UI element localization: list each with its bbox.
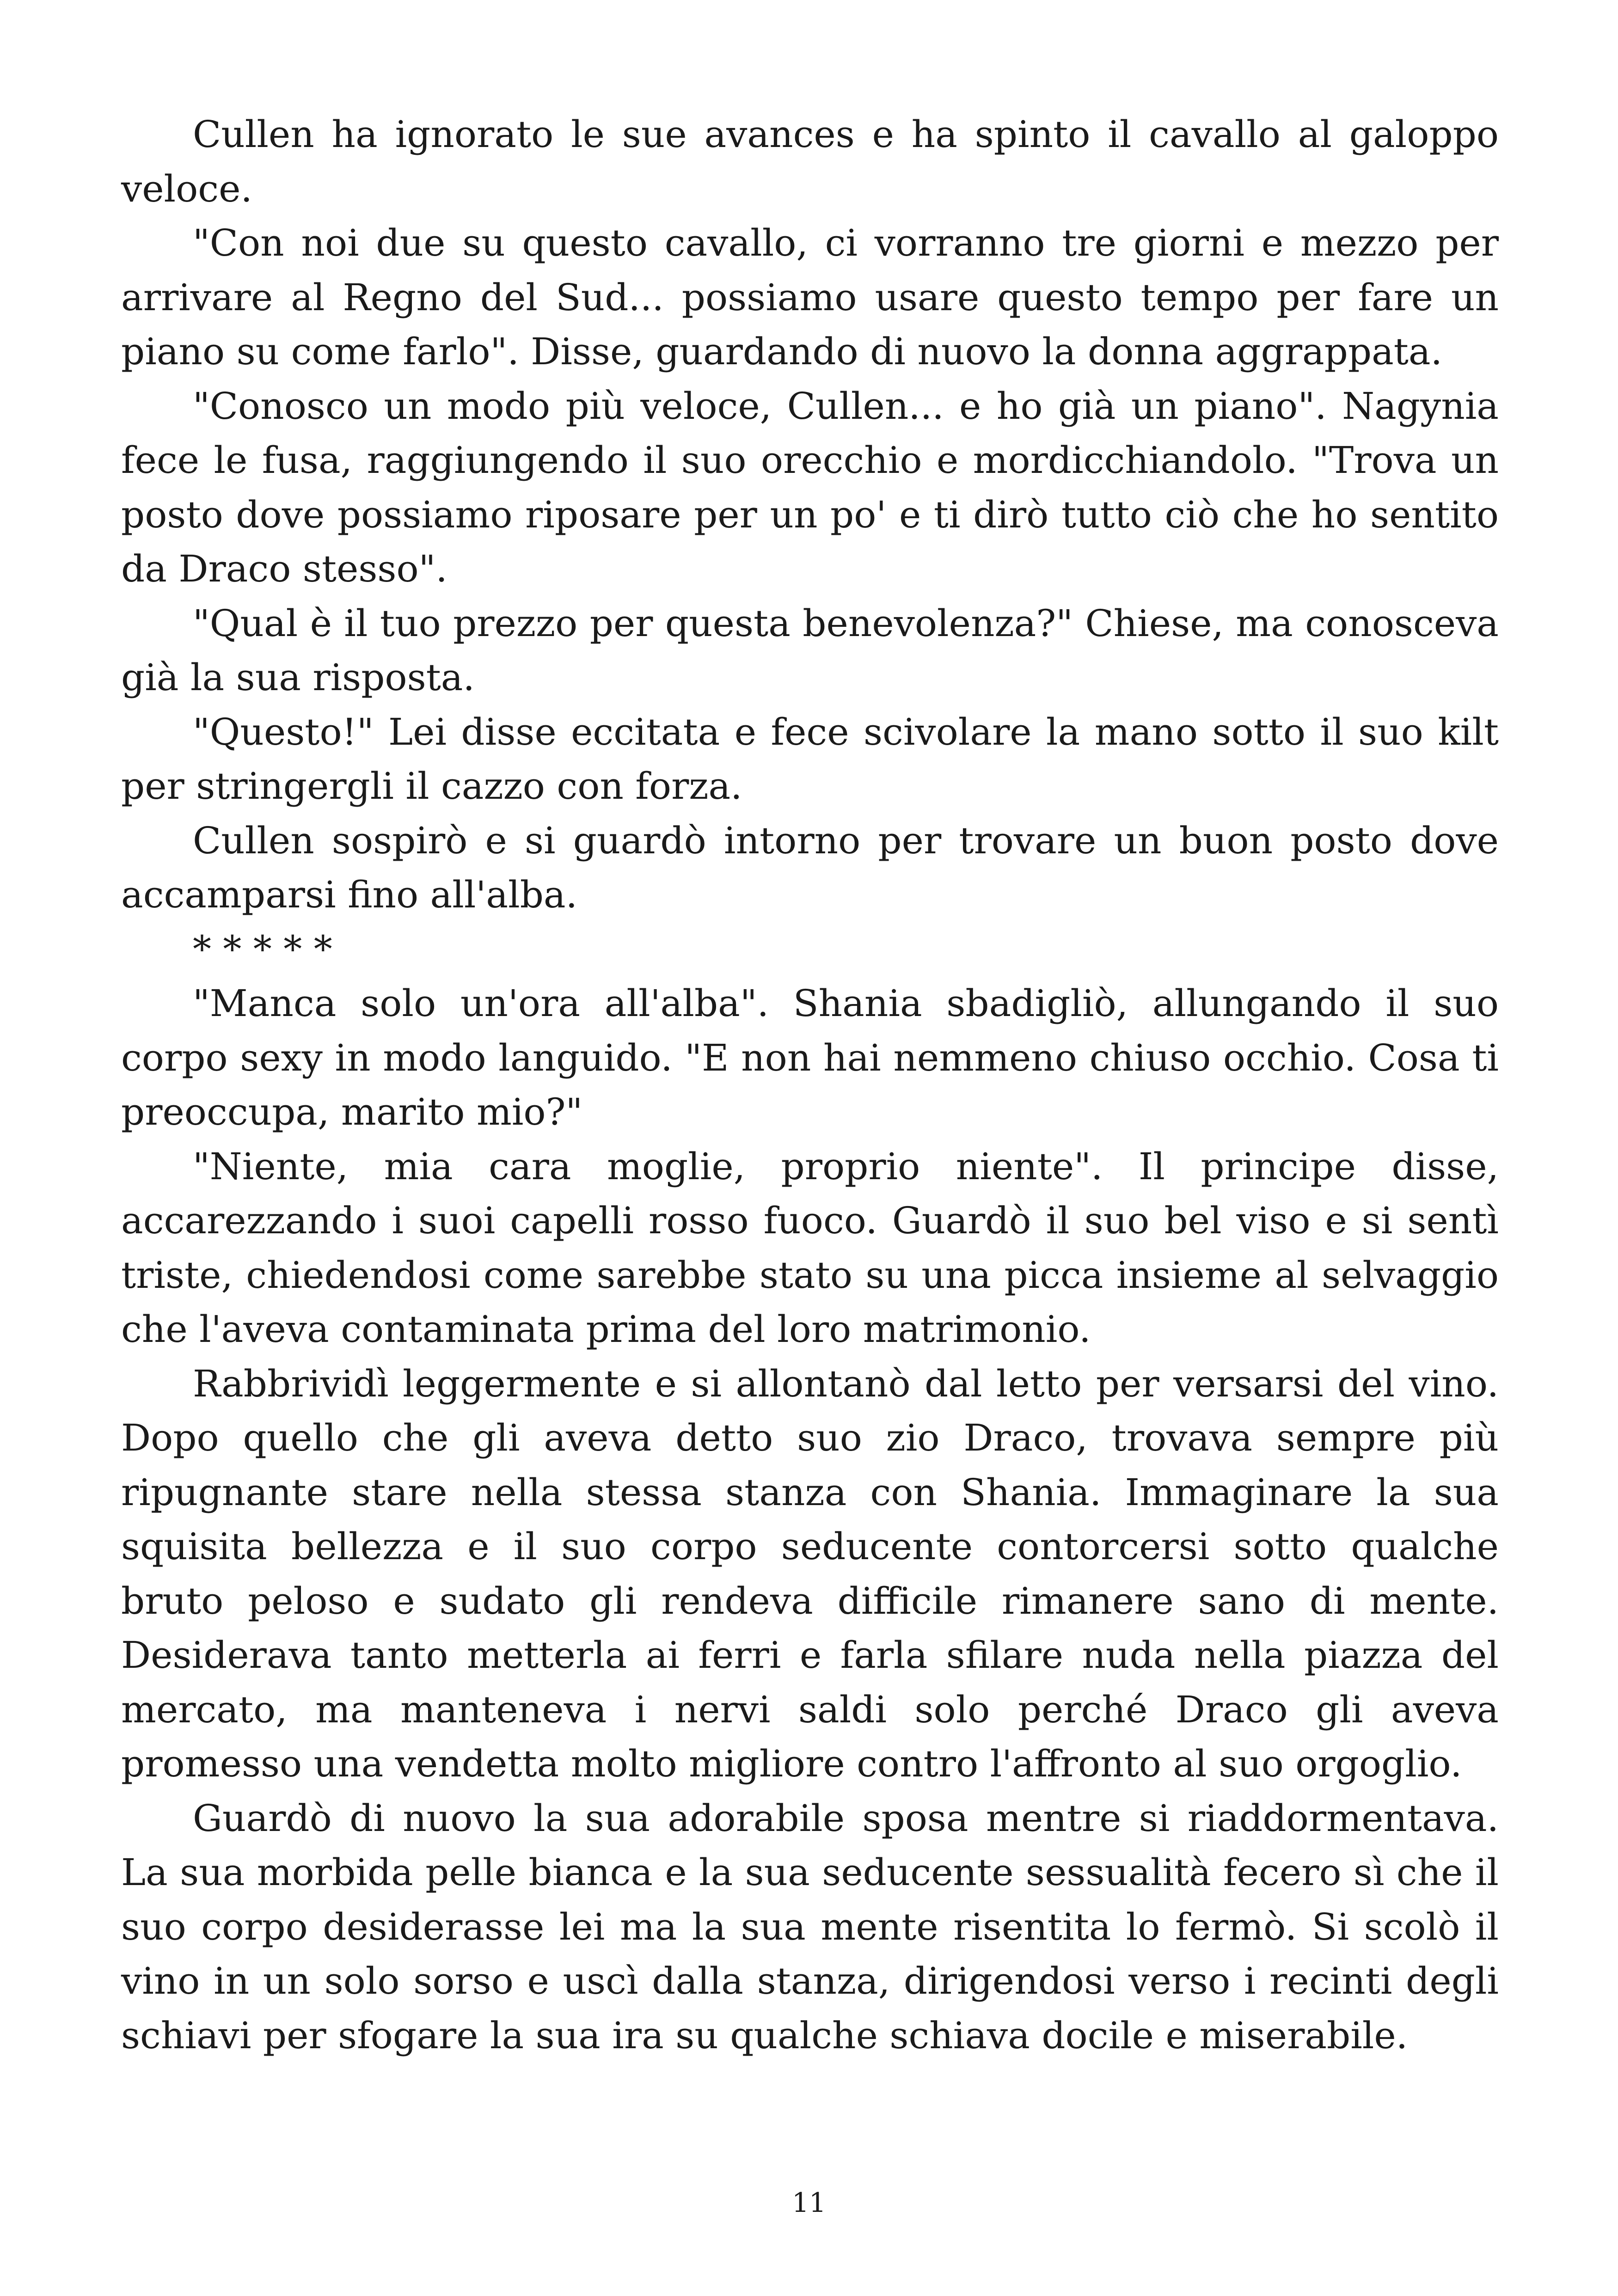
paragraph: "Niente, mia cara moglie, proprio niente". Il principe disse, accarezzando i suoi capelli rosso fuoco. Guardò il suo bel viso e si sentì triste, chiedendosi come sarebbe stato su una picca insieme al selvaggio che l'aveva contaminata prima del loro matrimonio. (121, 1145, 1499, 1351)
paragraph: "Qual è il tuo prezzo per questa benevolenza?" Chiese, ma conosceva già la sua risposta. (121, 601, 1499, 699)
paragraph: "Con noi due su questo cavallo, ci vorranno tre giorni e mezzo per arrivare al Regno del Sud... possiamo usare questo tempo per fare un piano su come farlo". Disse, guardando di nuovo la donna aggrappata. (121, 221, 1499, 373)
paragraph: "Conosco un modo più veloce, Cullen... e ho già un piano". Nagynia fece le fusa, raggiungendo il suo orecchio e mordicchiandolo. "Trova un posto dove possiamo riposare per un po' e ti dirò tutto ciò che ho sentito da Draco stesso". (121, 384, 1499, 590)
paragraph: Cullen ha ignorato le sue avances e ha spinto il cavallo al galoppo veloce. (121, 113, 1499, 210)
body-text (121, 107, 1499, 2063)
paragraph: "Questo!" Lei disse eccitata e fece scivolare la mano sotto il suo kilt per stringergli il cazzo con forza. (121, 710, 1499, 808)
paragraph: "Manca solo un'ora all'alba". Shania sbadigliò, allungando il suo corpo sexy in modo languido. "E non hai nemmeno chiuso occhio. Cosa ti preoccupa, marito mio?" (121, 982, 1499, 1133)
paragraph: Rabbrividì leggermente e si allontanò dal letto per versarsi del vino. Dopo quello che gli aveva detto suo zio Draco, trovava sempre più ripugnante stare nella stessa stanza con Shania. Immaginare la sua squisita bellezza e il suo corpo seducente contorcersi sotto qualche bruto peloso e sudato gli rendeva difficile rimanere sano di mente. Desiderava tanto metterla ai ferri e farla sfilare nuda nella piazza del mercato, ma manteneva i nervi saldi solo perché Draco gli aveva promesso una vendetta molto migliore contro l'affronto al suo orgoglio. (121, 1362, 1499, 1785)
scene-break: * * * * * (193, 927, 332, 971)
paragraph: Cullen sospirò e si guardò intorno per trovare un buon posto dove accamparsi fino all'alba. (121, 819, 1499, 916)
paragraph: Guardò di nuovo la sua adorabile sposa mentre si riaddormentava. La sua morbida pelle bianca e la sua seducente sessualità fecero sì che il suo corpo desiderasse lei ma la sua mente risentita lo fermò. Si scolò il vino in un solo sorso e uscì dalla stanza, dirigendosi verso i recinti degli schiavi per sfogare la sua ira su qualche schiava docile e miserabile. (121, 1796, 1499, 2057)
page-number: 11 (792, 2187, 826, 2218)
